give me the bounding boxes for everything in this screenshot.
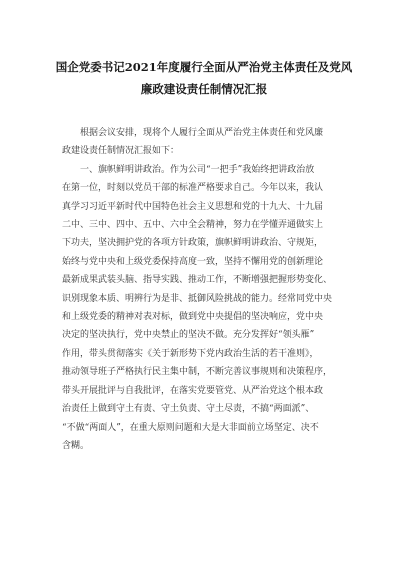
body-line: 作用，带头贯彻落实《关于新形势下党内政治生活的若干准则》， <box>62 348 319 359</box>
body-line: “不做“两面人”，在重大原则问题和大是大非面前立场坚定、决不 <box>62 422 319 433</box>
body-line: 政建设责任制情况汇报如下： <box>62 146 180 157</box>
document-body <box>62 124 354 455</box>
body-line: 始终与党中央和上级党委保持高度一致，坚持不懈用党的创新理论 <box>62 256 324 267</box>
body-line: 最新成果武装头脑、指导实践、推动工作，不断增强把握形势变化、 <box>62 275 333 286</box>
body-line: 治责任上做到守土有责、守土负责、守土尽责，不搞“两面派”、 <box>62 404 315 415</box>
body-line: 识别现象本质、明辨行为是非、抵御风险挑战的能力。经常同党中央 <box>62 293 333 304</box>
body-line: 下功夫，坚决拥护党的各项方针政策，旗帜鲜明讲政治、守规矩， <box>62 238 324 249</box>
body-line: 根据会议安排，现将个人履行全面从严治党主体责任和党风廉 <box>62 128 324 138</box>
body-line: 推动领导班子严格执行民主集中制，不断完善议事规则和决策程序， <box>62 367 333 378</box>
document-title <box>50 56 358 100</box>
body-line: 二中、三中、四中、五中、六中全会精神，努力在学懂弄通做实上 <box>62 220 324 231</box>
title-line-2: 廉政建设责任制情况汇报 <box>140 82 268 96</box>
body-line: 一、旗帜鲜明讲政治。作为公司“一把手”我始终把讲政治放 <box>62 164 315 175</box>
title-line-1: 国企党委书记2021年度履行全面从严治党主体责任及党风 <box>55 60 353 74</box>
body-line: 含糊。 <box>62 440 90 451</box>
body-line: 真学习习近平新时代中国特色社会主义思想和党的十九大、十九届 <box>62 201 324 212</box>
body-line: 和上级党委的精神对表对标，做到党中央提倡的坚决响应，党中央 <box>62 312 324 323</box>
body-line: 带头开展批评与自我批评，在落实党要管党、从严治党这个根本政 <box>62 385 324 396</box>
body-line: 在第一位，时刻以党员干部的标准严格要求自己。今年以来，我认 <box>62 183 324 194</box>
body-line: 决定的坚决执行，党中央禁止的坚决不做。充分发挥好“领头雁” <box>62 330 315 341</box>
